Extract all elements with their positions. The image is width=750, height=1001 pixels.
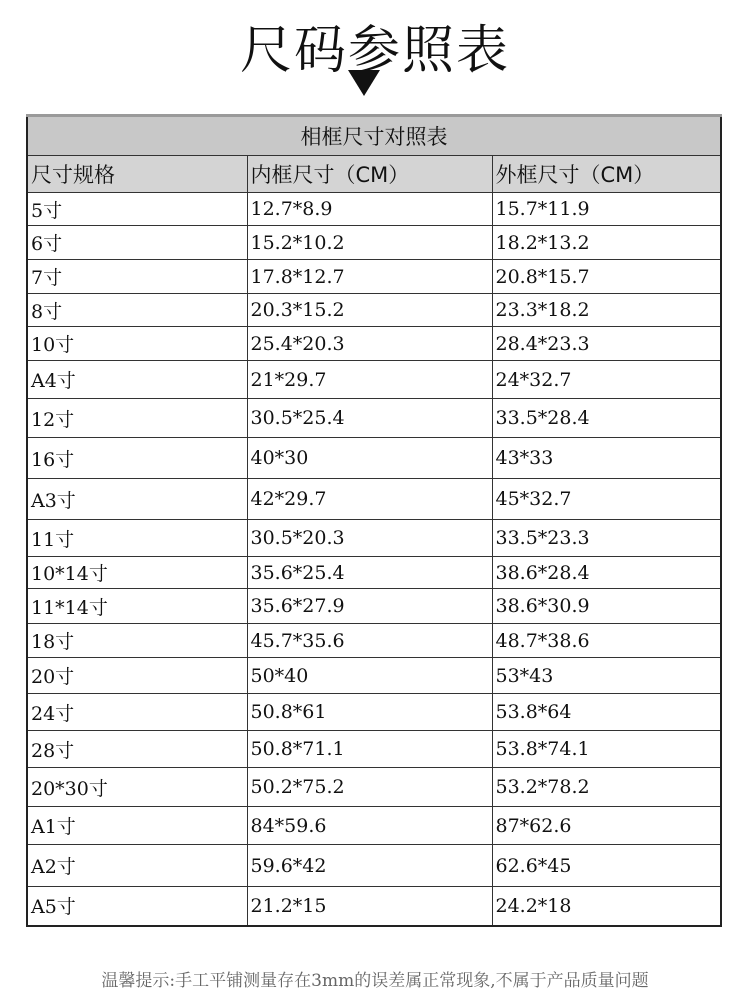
cell-size-spec: A3寸 xyxy=(27,479,247,520)
cell-size-spec: A5寸 xyxy=(27,887,247,926)
page-title: 尺码参照表 xyxy=(239,21,510,81)
cell-outer-size: 33.5*23.3 xyxy=(492,520,721,557)
cell-size-spec: 11*14寸 xyxy=(27,589,247,624)
table-caption: 相框尺寸对照表 xyxy=(27,116,721,156)
cell-outer-size: 53.2*78.2 xyxy=(492,768,721,807)
cell-inner-size: 21*29.7 xyxy=(247,361,492,399)
table-row xyxy=(27,294,721,327)
cell-outer-size: 87*62.6 xyxy=(492,807,721,845)
cell-inner-size: 42*29.7 xyxy=(247,479,492,520)
cell-size-spec: 11寸 xyxy=(27,520,247,557)
cell-outer-size: 45*32.7 xyxy=(492,479,721,520)
table-row xyxy=(27,520,721,557)
table-row xyxy=(27,658,721,694)
table-row xyxy=(27,479,721,520)
cell-outer-size: 43*33 xyxy=(492,438,721,479)
cell-outer-size: 33.5*28.4 xyxy=(492,399,721,438)
down-arrow-icon xyxy=(348,70,380,96)
cell-inner-size: 35.6*27.9 xyxy=(247,589,492,624)
table-row xyxy=(27,557,721,589)
cell-inner-size: 35.6*25.4 xyxy=(247,557,492,589)
table-row xyxy=(27,327,721,361)
table-row xyxy=(27,193,721,226)
table-row xyxy=(27,731,721,768)
cell-inner-size: 59.6*42 xyxy=(247,845,492,887)
table-row xyxy=(27,694,721,731)
cell-size-spec: 6寸 xyxy=(27,226,247,260)
cell-outer-size: 62.6*45 xyxy=(492,845,721,887)
cell-outer-size: 53.8*64 xyxy=(492,694,721,731)
cell-outer-size: 24*32.7 xyxy=(492,361,721,399)
cell-outer-size: 18.2*13.2 xyxy=(492,226,721,260)
cell-size-spec: 18寸 xyxy=(27,624,247,658)
cell-inner-size: 50.8*61 xyxy=(247,694,492,731)
cell-inner-size: 30.5*25.4 xyxy=(247,399,492,438)
cell-outer-size: 38.6*28.4 xyxy=(492,557,721,589)
table-row xyxy=(27,845,721,887)
table-row xyxy=(27,438,721,479)
header-size-spec: 尺寸规格 xyxy=(27,156,247,193)
cell-size-spec: 7寸 xyxy=(27,260,247,294)
cell-outer-size: 15.7*11.9 xyxy=(492,193,721,226)
cell-size-spec: 8寸 xyxy=(27,294,247,327)
cell-inner-size: 30.5*20.3 xyxy=(247,520,492,557)
cell-inner-size: 20.3*15.2 xyxy=(247,294,492,327)
cell-size-spec: 16寸 xyxy=(27,438,247,479)
tip-note: 温馨提示:手工平铺测量存在3mm的误差属正常现象,不属于产品质量问题 xyxy=(101,971,649,991)
cell-size-spec: A4寸 xyxy=(27,361,247,399)
cell-inner-size: 15.2*10.2 xyxy=(247,226,492,260)
cell-inner-size: 84*59.6 xyxy=(247,807,492,845)
cell-size-spec: 24寸 xyxy=(27,694,247,731)
table-row xyxy=(27,807,721,845)
cell-inner-size: 45.7*35.6 xyxy=(247,624,492,658)
table-row xyxy=(27,260,721,294)
cell-size-spec: 12寸 xyxy=(27,399,247,438)
cell-size-spec: 20寸 xyxy=(27,658,247,694)
cell-inner-size: 21.2*15 xyxy=(247,887,492,926)
cell-inner-size: 40*30 xyxy=(247,438,492,479)
cell-inner-size: 50.8*71.1 xyxy=(247,731,492,768)
cell-size-spec: 5寸 xyxy=(27,193,247,226)
cell-outer-size: 20.8*15.7 xyxy=(492,260,721,294)
cell-inner-size: 50*40 xyxy=(247,658,492,694)
header-inner-size: 内框尺寸（CM） xyxy=(247,156,492,193)
table-row xyxy=(27,768,721,807)
cell-outer-size: 48.7*38.6 xyxy=(492,624,721,658)
cell-size-spec: 28寸 xyxy=(27,731,247,768)
cell-size-spec: 10*14寸 xyxy=(27,557,247,589)
table-row xyxy=(27,589,721,624)
cell-outer-size: 24.2*18 xyxy=(492,887,721,926)
cell-inner-size: 12.7*8.9 xyxy=(247,193,492,226)
cell-inner-size: 17.8*12.7 xyxy=(247,260,492,294)
cell-inner-size: 50.2*75.2 xyxy=(247,768,492,807)
header-outer-size: 外框尺寸（CM） xyxy=(492,156,721,193)
table-row xyxy=(27,624,721,658)
table-row xyxy=(27,887,721,926)
cell-outer-size: 53*43 xyxy=(492,658,721,694)
size-table xyxy=(26,114,722,927)
cell-outer-size: 53.8*74.1 xyxy=(492,731,721,768)
table-header-row xyxy=(27,156,721,193)
cell-outer-size: 38.6*30.9 xyxy=(492,589,721,624)
table-row xyxy=(27,226,721,260)
cell-outer-size: 23.3*18.2 xyxy=(492,294,721,327)
cell-size-spec: 10寸 xyxy=(27,327,247,361)
table-caption-row xyxy=(27,116,721,156)
cell-size-spec: A1寸 xyxy=(27,807,247,845)
table-row xyxy=(27,361,721,399)
cell-inner-size: 25.4*20.3 xyxy=(247,327,492,361)
cell-size-spec: 20*30寸 xyxy=(27,768,247,807)
cell-outer-size: 28.4*23.3 xyxy=(492,327,721,361)
cell-size-spec: A2寸 xyxy=(27,845,247,887)
table-row xyxy=(27,399,721,438)
